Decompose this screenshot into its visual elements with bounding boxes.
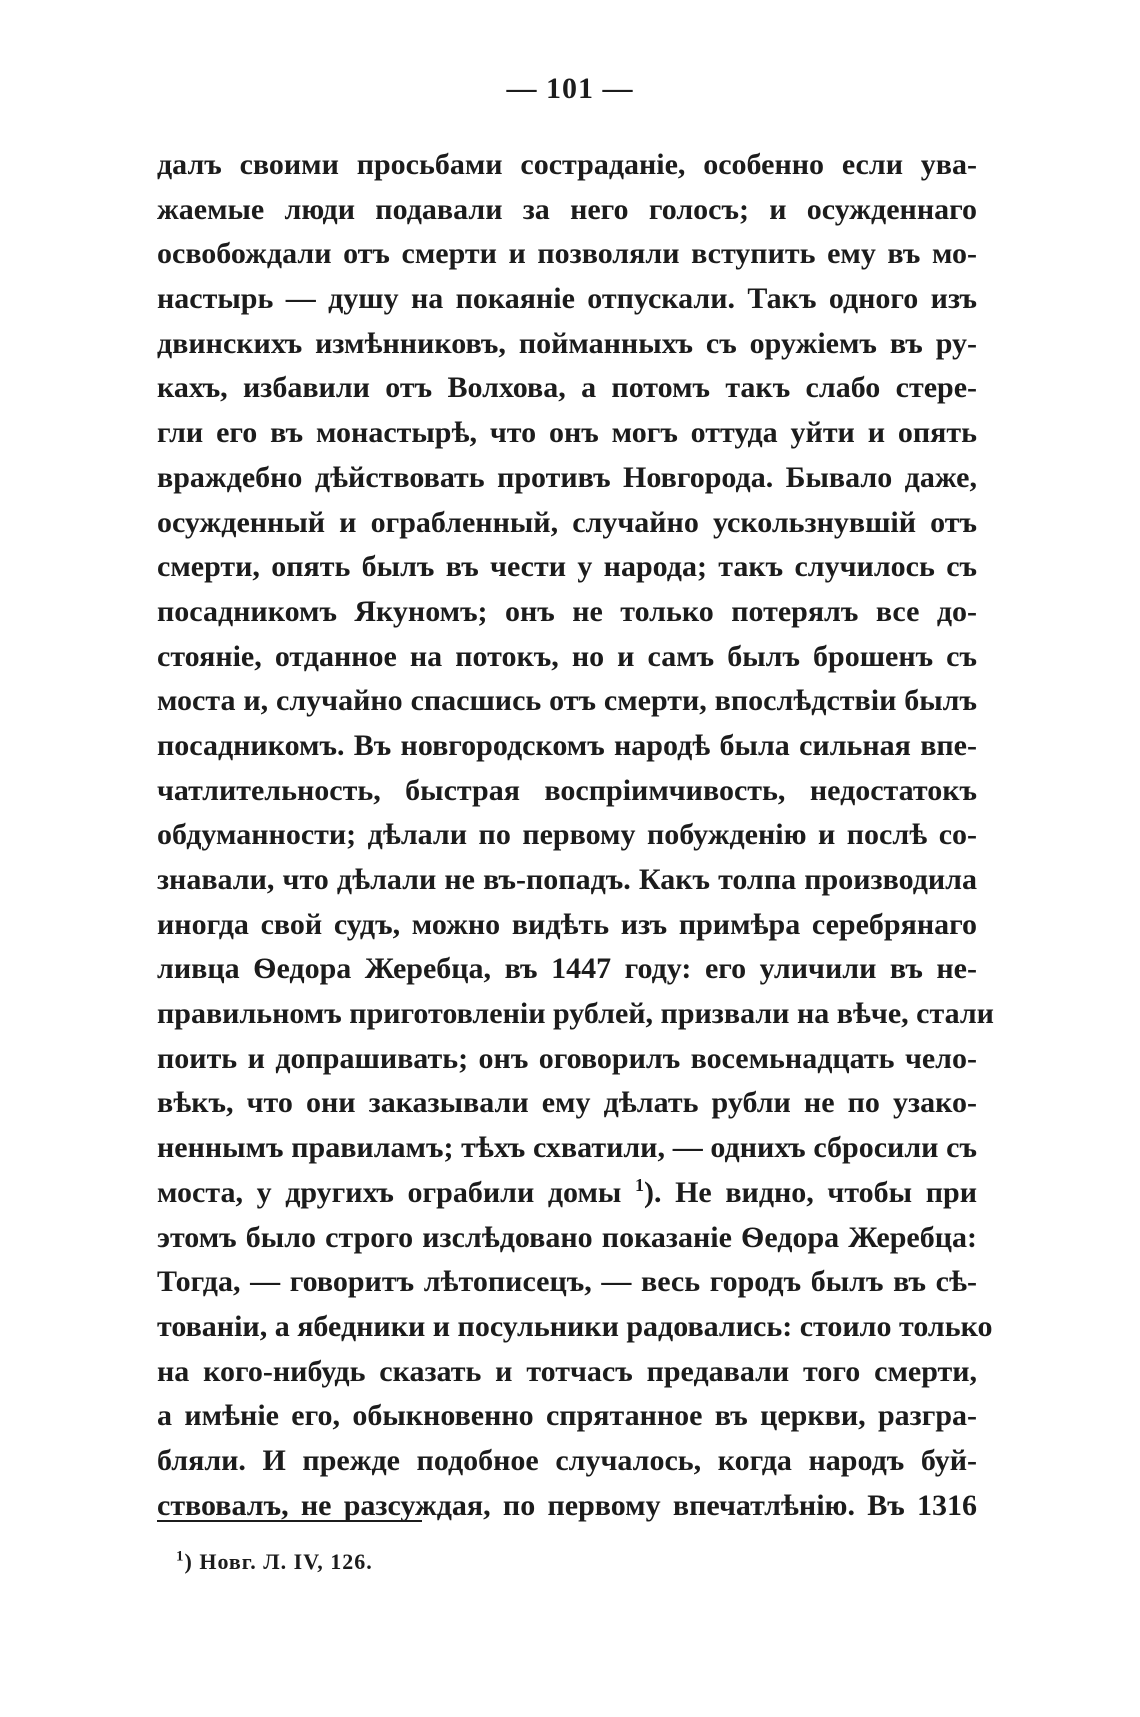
text-line: бляли. И прежде подобное случалось, когда народъ буй- xyxy=(157,1443,977,1477)
page-number: — 101 — xyxy=(506,72,634,105)
footnote-divider xyxy=(157,1520,422,1522)
text-line: на кого-нибудь сказать и тотчасъ предавали того смерти, xyxy=(157,1354,977,1388)
text-line: а имѣніе его, обыкновенно спрятанное въ церкви, разгра- xyxy=(157,1399,977,1433)
text-line: ливца Ѳедора Жеребца, въ 1447 году: его уличили въ не- xyxy=(157,952,977,986)
text-line: этомъ было строго изслѣдовано показаніе Ѳедора Жеребца: xyxy=(157,1220,977,1254)
text-line: Тогда, — говоритъ лѣтописецъ, — весь городъ былъ въ сѣ- xyxy=(157,1265,977,1299)
text-line: гли его въ монастырѣ, что онъ могъ оттуда уйти и опять xyxy=(157,416,977,450)
text-line: правильномъ приготовленіи рублей, призвали на вѣче, стали xyxy=(157,997,994,1031)
text-line: кахъ, избавили отъ Волхова, а потомъ такъ слабо стере- xyxy=(157,371,977,405)
text-segment: моста, у другихъ ограбили домы xyxy=(157,1175,622,1209)
text-line: посадникомъ Якуномъ; онъ не только потерялъ все до- xyxy=(157,594,977,628)
text-line: неннымъ правиламъ; тѣхъ схватили, — однихъ сбросили съ xyxy=(157,1131,977,1165)
text-line: иногда свой судъ, можно видѣть изъ примѣра серебрянаго xyxy=(157,907,977,941)
text-line: стояніе, отданное на потокъ, но и самъ былъ брошенъ съ xyxy=(157,639,977,673)
text-line: обдуманности; дѣлали по первому побужденію и послѣ со- xyxy=(157,818,977,852)
text-line: освобождали отъ смерти и позволяли вступить ему въ мо- xyxy=(157,237,977,271)
text-line: двинскихъ измѣнниковъ, пойманныхъ съ оружіемъ въ ру- xyxy=(157,326,977,360)
text-line: далъ своими просьбами состраданіе, особенно если ува- xyxy=(157,148,977,181)
text-line: осужденный и ограбленный, случайно ускользнувшій отъ xyxy=(157,505,977,539)
text-line: враждебно дѣйствовать противъ Новгорода. Бывало даже, xyxy=(157,460,977,494)
text-line: тованіи, а ябедники и посульники радовались: стоило только xyxy=(157,1309,993,1343)
text-segment: ). Не видно, чтобы при xyxy=(643,1175,977,1209)
text-line: моста и, случайно спасшись отъ смерти, впослѣдствіи былъ xyxy=(157,684,977,718)
text-line: настырь — душу на покаяніе отпускали. Такъ одного изъ xyxy=(157,282,977,316)
text-line: поить и допрашивать; онъ оговорилъ восемьнадцать чело- xyxy=(157,1041,977,1075)
text-line: посадникомъ. Въ новгородскомъ народѣ была сильная впе- xyxy=(157,728,977,762)
footnote-marker: 1 xyxy=(176,1548,185,1565)
text-line: знавали, что дѣлали не въ-попадъ. Какъ толпа производила xyxy=(157,863,977,896)
text-line: ствовалъ, не разсуждая, по первому впечатлѣнію. Въ 1316 xyxy=(157,1488,977,1522)
text-line: чатлительность, быстрая воспріимчивость, недостатокъ xyxy=(157,773,977,807)
footnote-text: ) Новг. Л. IV, 126. xyxy=(184,1549,373,1574)
text-line: жаемые люди подавали за него голосъ; и осужденнаго xyxy=(157,192,977,226)
text-line: вѣкъ, что они заказывали ему дѣлать рубли не по узако- xyxy=(157,1086,977,1120)
body-text xyxy=(157,143,994,1528)
text-line: смерти, опять былъ въ чести у народа; такъ случилось съ xyxy=(157,550,977,584)
footnote xyxy=(176,1549,373,1575)
footnote-reference[interactable]: 1 xyxy=(634,1174,644,1195)
text-line-with-footnote-ref xyxy=(157,1171,977,1216)
